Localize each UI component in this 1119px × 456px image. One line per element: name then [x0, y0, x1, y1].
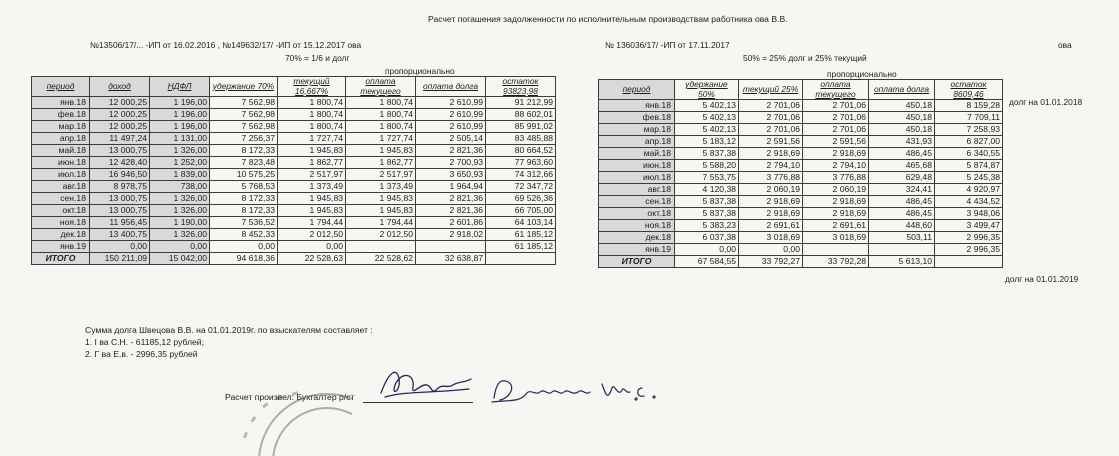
table-row	[599, 232, 1003, 244]
table-row	[32, 241, 556, 253]
left-cell: 2 505,14	[416, 133, 486, 145]
left-cell: 12 000,25	[90, 109, 150, 121]
right-cell: 3 776,88	[739, 172, 803, 184]
left-cell: 12 000,25	[90, 97, 150, 109]
left-cell: 1 862,77	[346, 157, 416, 169]
right-cell: мар.18	[599, 124, 675, 136]
right-cell: 431,93	[869, 136, 935, 148]
left-cell: июн.18	[32, 157, 90, 169]
right-formula: 50% = 25% долг и 25% текущий	[743, 53, 867, 63]
table-row	[599, 172, 1003, 184]
debt-2018-note: долг на 01.01.2018	[1009, 97, 1083, 107]
right-cell: 7 709,11	[935, 112, 1003, 124]
right-cell: 5 245,38	[935, 172, 1003, 184]
left-cell: 1 373,49	[278, 181, 346, 193]
right-cell: 324,41	[869, 184, 935, 196]
left-cell: 1 326,00	[150, 145, 210, 157]
left-header-cell: остаток 93823,98	[486, 77, 556, 97]
right-cell: июл.18	[599, 172, 675, 184]
total-row	[599, 256, 1003, 268]
summary-line-2: 2. Г ва Е.в. - 2996,35 рублей	[85, 349, 198, 359]
right-cell: 5 837,38	[675, 148, 739, 160]
left-cell: 5 768,53	[210, 181, 278, 193]
left-cell: 2 700,93	[416, 157, 486, 169]
right-cell: 3 499,47	[935, 220, 1003, 232]
right-cell: 6 827,00	[935, 136, 1003, 148]
left-cell: 2 517,97	[346, 169, 416, 181]
right-cell: 5 402,13	[675, 112, 739, 124]
left-cell: 1 800,74	[278, 97, 346, 109]
left-cell: 0,00	[90, 241, 150, 253]
left-cell: 16 946,50	[90, 169, 150, 181]
total-row	[32, 253, 556, 265]
left-header-cell: НДФЛ	[150, 77, 210, 97]
table-row	[599, 208, 1003, 220]
left-cell: 13 000,75	[90, 205, 150, 217]
right-cell: 5 402,13	[675, 100, 739, 112]
right-cell: 5 383,23	[675, 220, 739, 232]
right-cell: 2 794,10	[803, 160, 869, 172]
right-cell: 2 591,56	[739, 136, 803, 148]
left-cell: 61 185,12	[486, 229, 556, 241]
right-total-cell: 33 792,28	[803, 256, 869, 268]
table-row	[32, 157, 556, 169]
left-cell: 2 821,36	[416, 193, 486, 205]
left-cell: 2 610,99	[416, 109, 486, 121]
left-cell: 1 800,74	[346, 121, 416, 133]
left-cell: 1 326,00	[150, 229, 210, 241]
right-cell: май.18	[599, 148, 675, 160]
right-cell: 2 701,06	[803, 124, 869, 136]
left-total-cell: 15 042,00	[150, 253, 210, 265]
left-cell: 0,00	[210, 241, 278, 253]
left-cell: 2 610,99	[416, 97, 486, 109]
left-header-cell: оплата долга	[416, 77, 486, 97]
right-cell: 3 776,88	[803, 172, 869, 184]
left-cell: 7 562,98	[210, 97, 278, 109]
left-cell: 1 945,83	[278, 205, 346, 217]
left-cell: мар.18	[32, 121, 90, 133]
left-header-cell: оплата текущего	[346, 77, 416, 97]
table-row	[32, 97, 556, 109]
table-row	[599, 148, 1003, 160]
table-row	[32, 181, 556, 193]
left-cell: сен.18	[32, 193, 90, 205]
right-cell: ноя.18	[599, 220, 675, 232]
table-row	[32, 109, 556, 121]
left-cell: янв.19	[32, 241, 90, 253]
left-case-numbers: №13506/17/... -ИП от 16.02.2016 , №149632/17/ -ИП от 15.12.2017 ова	[90, 40, 362, 50]
left-cell	[346, 241, 416, 253]
left-cell: 72 347,72	[486, 181, 556, 193]
right-cell: 2 060,19	[803, 184, 869, 196]
right-case-number: № 136036/17/ -ИП от 17.11.2017	[605, 40, 730, 50]
left-total-cell: 94 618,36	[210, 253, 278, 265]
left-cell: 1 964,94	[416, 181, 486, 193]
left-total-cell: 150 211,09	[90, 253, 150, 265]
right-cell: 5 588,20	[675, 160, 739, 172]
debt-2019-note: долг на 01.01.2019	[1005, 274, 1079, 284]
left-cell: 61 185,12	[486, 241, 556, 253]
right-cell: 6 037,38	[675, 232, 739, 244]
left-cell: 1 800,74	[346, 109, 416, 121]
left-proportional-label: пропорционально	[385, 66, 455, 76]
right-total-cell: ИТОГО	[599, 256, 675, 268]
left-cell: 85 991,02	[486, 121, 556, 133]
table-row	[599, 220, 1003, 232]
right-cell: 486,45	[869, 208, 935, 220]
left-header-cell: период	[32, 77, 90, 97]
left-cell: 8 978,75	[90, 181, 150, 193]
document-title: Расчет погашения задолженности по исполнительным производствам работника ова В.В.	[428, 14, 788, 24]
left-cell: 1 252,00	[150, 157, 210, 169]
right-cell: 2 918,69	[803, 208, 869, 220]
left-cell: 1 800,74	[278, 109, 346, 121]
left-cell: 1 196,00	[150, 121, 210, 133]
right-cell: 450,18	[869, 112, 935, 124]
right-cell: дек.18	[599, 232, 675, 244]
signature-icon	[375, 363, 475, 407]
right-cell: 2 794,10	[739, 160, 803, 172]
right-cell: 2 701,06	[739, 112, 803, 124]
left-cell: 7 562,98	[210, 121, 278, 133]
right-cell: 2 918,69	[739, 208, 803, 220]
left-cell: 11 497,24	[90, 133, 150, 145]
left-formula: 70% = 1/6 и долг	[285, 53, 350, 63]
right-name-tail: ова	[1058, 40, 1072, 50]
left-cell: 0,00	[150, 241, 210, 253]
left-cell: 1 794,44	[346, 217, 416, 229]
right-cell: 2 918,69	[739, 196, 803, 208]
table-row	[599, 196, 1003, 208]
right-cell: авг.18	[599, 184, 675, 196]
right-cell: 2 691,61	[803, 220, 869, 232]
left-cell: 91 212,99	[486, 97, 556, 109]
table-row	[32, 217, 556, 229]
left-cell: 64 103,14	[486, 217, 556, 229]
table-row	[32, 133, 556, 145]
right-cell: 5 402,13	[675, 124, 739, 136]
right-payment-table	[598, 79, 1003, 268]
right-cell: сен.18	[599, 196, 675, 208]
left-cell: 1 190,00	[150, 217, 210, 229]
right-cell: окт.18	[599, 208, 675, 220]
right-cell: 2 691,61	[739, 220, 803, 232]
right-cell: 503,11	[869, 232, 935, 244]
right-cell: 2 060,19	[739, 184, 803, 196]
right-cell: 2 591,56	[803, 136, 869, 148]
left-cell: 2 821,36	[416, 205, 486, 217]
right-cell: 2 701,06	[803, 100, 869, 112]
right-cell: 3 018,69	[803, 232, 869, 244]
right-total-cell: 33 792,27	[739, 256, 803, 268]
left-cell: авг.18	[32, 181, 90, 193]
right-header-cell: период	[599, 80, 675, 100]
right-cell: 629,48	[869, 172, 935, 184]
right-cell: 2 701,06	[739, 124, 803, 136]
right-cell: 2 701,06	[739, 100, 803, 112]
right-cell: янв.19	[599, 244, 675, 256]
left-cell: 7 823,48	[210, 157, 278, 169]
left-cell: 1 945,83	[346, 145, 416, 157]
right-cell: 486,45	[869, 196, 935, 208]
left-header-cell: доход	[90, 77, 150, 97]
left-cell: 1 794,44	[278, 217, 346, 229]
right-cell: 8 159,28	[935, 100, 1003, 112]
right-cell: 0,00	[739, 244, 803, 256]
left-cell: 13 400,75	[90, 229, 150, 241]
left-cell: 2 012,50	[278, 229, 346, 241]
right-cell: 465,68	[869, 160, 935, 172]
right-cell: 5 183,12	[675, 136, 739, 148]
table-row	[599, 184, 1003, 196]
table-row	[599, 160, 1003, 172]
right-cell: апр.18	[599, 136, 675, 148]
right-cell: 4 920,97	[935, 184, 1003, 196]
left-total-cell	[486, 253, 556, 265]
right-cell: 7 553,75	[675, 172, 739, 184]
left-cell: дек.18	[32, 229, 90, 241]
right-cell: 2 918,69	[739, 148, 803, 160]
table-row	[599, 244, 1003, 256]
right-cell: 5 837,38	[675, 208, 739, 220]
summary-line-1: 1. I ва С.Н. - 61185,12 рублей;	[85, 337, 204, 347]
left-cell: 8 452,33	[210, 229, 278, 241]
left-cell: июл.18	[32, 169, 90, 181]
left-cell: 13 000,75	[90, 145, 150, 157]
right-cell: 2 918,69	[803, 148, 869, 160]
right-cell: 2 918,69	[803, 196, 869, 208]
left-cell: 2 610,99	[416, 121, 486, 133]
handwritten-name	[490, 374, 680, 408]
left-cell: 1 945,83	[346, 193, 416, 205]
left-cell: 1 373,49	[346, 181, 416, 193]
right-cell: 6 340,55	[935, 148, 1003, 160]
left-total-cell: ИТОГО	[32, 253, 90, 265]
left-cell: 1 839,00	[150, 169, 210, 181]
left-cell: 8 172,33	[210, 193, 278, 205]
table-row	[32, 205, 556, 217]
table-row	[599, 100, 1003, 112]
left-cell: янв.18	[32, 97, 90, 109]
left-cell: 0,00	[278, 241, 346, 253]
left-cell: 1 727,74	[346, 133, 416, 145]
left-cell: 3 650,93	[416, 169, 486, 181]
left-total-cell: 22 528,63	[278, 253, 346, 265]
calc-made-label: Расчет произвел: Бухгалтер р/ст	[225, 392, 355, 402]
left-cell: 8 172,33	[210, 145, 278, 157]
left-cell: 1 326,00	[150, 193, 210, 205]
left-cell: 12 000,25	[90, 121, 150, 133]
left-cell: 2 012,50	[346, 229, 416, 241]
right-cell: 448,60	[869, 220, 935, 232]
left-cell: апр.18	[32, 133, 90, 145]
table-row	[32, 229, 556, 241]
summary-title: Сумма долга Швецова В.В. на 01.01.2019г. по взыскателям составляет :	[85, 325, 373, 335]
right-cell: 4 434,52	[935, 196, 1003, 208]
right-cell: 3 018,69	[739, 232, 803, 244]
right-cell: 2 996,35	[935, 232, 1003, 244]
right-cell	[803, 244, 869, 256]
left-cell: 7 256,37	[210, 133, 278, 145]
right-cell: июн.18	[599, 160, 675, 172]
right-cell: 2 701,06	[803, 112, 869, 124]
right-cell: 4 120,38	[675, 184, 739, 196]
left-cell: 1 131,00	[150, 133, 210, 145]
left-total-cell: 32 638,87	[416, 253, 486, 265]
right-cell: 2 996,35	[935, 244, 1003, 256]
left-cell: фев.18	[32, 109, 90, 121]
left-cell: 10 575,25	[210, 169, 278, 181]
left-cell	[416, 241, 486, 253]
table-row	[599, 112, 1003, 124]
left-cell: 1 196,00	[150, 109, 210, 121]
left-header-cell: удержание 70%	[210, 77, 278, 97]
table-row	[599, 136, 1003, 148]
left-cell: 2 517,97	[278, 169, 346, 181]
left-cell: 1 800,74	[278, 121, 346, 133]
right-header-cell: удержание 50%	[675, 80, 739, 100]
right-header-cell: остаток 8609,46	[935, 80, 1003, 100]
left-cell: 738,00	[150, 181, 210, 193]
left-cell: окт.18	[32, 205, 90, 217]
left-cell: 1 862,77	[278, 157, 346, 169]
right-cell: 486,45	[869, 148, 935, 160]
right-cell: 5 874,87	[935, 160, 1003, 172]
right-cell: 450,18	[869, 100, 935, 112]
left-cell: 2 918,02	[416, 229, 486, 241]
left-cell: 1 800,74	[346, 97, 416, 109]
table-row	[32, 193, 556, 205]
left-cell: 1 945,83	[278, 193, 346, 205]
right-total-cell: 67 584,55	[675, 256, 739, 268]
right-total-cell: 5 613,10	[869, 256, 935, 268]
right-total-cell	[935, 256, 1003, 268]
left-cell: 7 536,52	[210, 217, 278, 229]
left-cell: 2 821,36	[416, 145, 486, 157]
left-payment-table	[31, 76, 556, 265]
left-cell: 2 601,86	[416, 217, 486, 229]
left-cell: 7 562,98	[210, 109, 278, 121]
left-cell: 11 956,45	[90, 217, 150, 229]
left-cell: 77 963,60	[486, 157, 556, 169]
left-cell: 1 196,00	[150, 97, 210, 109]
left-header-cell: текущий 16,667%	[278, 77, 346, 97]
table-row	[599, 124, 1003, 136]
right-cell: фев.18	[599, 112, 675, 124]
left-cell: 88 602,01	[486, 109, 556, 121]
left-total-cell: 22 528,62	[346, 253, 416, 265]
right-cell	[869, 244, 935, 256]
left-cell: 1 945,83	[278, 145, 346, 157]
right-header-cell: оплата долга	[869, 80, 935, 100]
right-cell: 450,18	[869, 124, 935, 136]
left-cell: 1 727,74	[278, 133, 346, 145]
right-header-cell: оплата текущего	[803, 80, 869, 100]
table-row	[32, 121, 556, 133]
table-row	[32, 169, 556, 181]
left-cell: 69 526,36	[486, 193, 556, 205]
table-row	[32, 145, 556, 157]
right-cell: 5 837,38	[675, 196, 739, 208]
right-proportional-label: пропорционально	[827, 69, 897, 79]
right-cell: 0,00	[675, 244, 739, 256]
left-cell: 12 428,40	[90, 157, 150, 169]
left-cell: 1 326,00	[150, 205, 210, 217]
right-cell: янв.18	[599, 100, 675, 112]
left-cell: 13 000,75	[90, 193, 150, 205]
left-cell: 74 312,66	[486, 169, 556, 181]
left-cell: май.18	[32, 145, 90, 157]
right-header-cell: текущий 25%	[739, 80, 803, 100]
right-cell: 3 948,06	[935, 208, 1003, 220]
left-cell: 80 664,52	[486, 145, 556, 157]
left-cell: 66 705,00	[486, 205, 556, 217]
left-cell: ноя.18	[32, 217, 90, 229]
left-cell: 1 945,83	[346, 205, 416, 217]
left-cell: 8 172,33	[210, 205, 278, 217]
left-cell: 83 485,88	[486, 133, 556, 145]
right-cell: 7 258,93	[935, 124, 1003, 136]
